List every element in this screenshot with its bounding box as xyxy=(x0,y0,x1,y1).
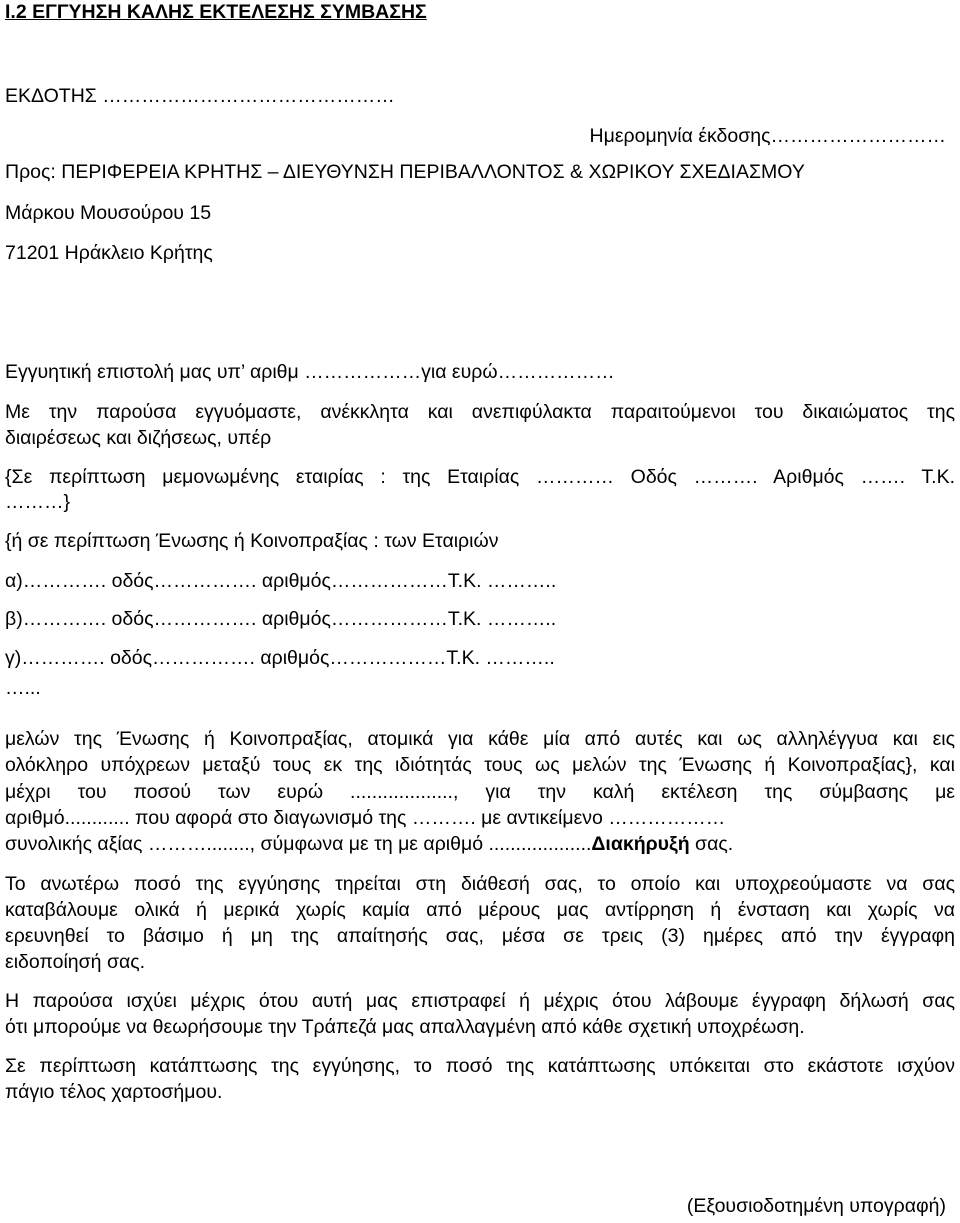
consortium-member-more: …... xyxy=(5,677,41,699)
members-paragraph-line-3: μέχρι του ποσού των ευρώ ..................., για την καλή εκτέλεση της σύμβασης με xyxy=(5,781,955,803)
guarantee-letter-line: Εγγυητική επιστολή μας υπ’ αριθμ ………………για ευρώ……………… xyxy=(5,361,615,383)
issuer-line: ΕΚΔΟΤΗΣ ……………………………………… xyxy=(5,85,395,107)
recipient-street: Μάρκου Μουσούρου 15 xyxy=(5,202,212,224)
document-heading: I.2 ΕΓΓΥΗΣΗ ΚΑΛΗΣ ΕΚΤΕΛΕΣΗΣ ΣΥΜΒΑΣΗΣ xyxy=(5,1,427,23)
consortium-member-b: β)…………. οδός……………. αριθμός………………Τ.Κ. ……….. xyxy=(5,608,557,630)
single-company-line-1: {Σε περίπτωση μεμονωμένης εταιρίας : της Εταιρίας ………… Οδός ………. Αριθμός ……. Τ.Κ. xyxy=(5,466,955,488)
recipient-city: 71201 Ηράκλειο Κρήτης xyxy=(5,242,213,264)
issue-date-line: Ημερομηνία έκδοσης……………………… xyxy=(589,125,946,147)
intro-line-2: διαιρέσεως και διζήσεως, υπέρ xyxy=(5,427,272,449)
validity-paragraph-line-1: Η παρούσα ισχύει μέχρις ότου αυτή μας επιστραφεί ή μέχρις ότου λάβουμε έγγραφη δήλωσή σας xyxy=(5,990,955,1012)
members-paragraph-line-4: αριθμό............ που αφορά στο διαγωνισμό της ………. με αντικείμενο ……………… xyxy=(5,807,726,829)
recipient-to: Προς: ΠΕΡΙΦΕΡΕΙΑ ΚΡΗΤΗΣ – ΔΙΕΥΘΥΝΣΗ ΠΕΡΙΒΑΛΛΟΝΤΟΣ & ΧΩΡΙΚΟΥ ΣΧΕΔΙΑΣΜΟΥ xyxy=(5,161,805,183)
single-company-line-2: ………} xyxy=(5,491,71,513)
members-paragraph-line-5: συνολικής αξίας ………........, σύμφωνα με τη με αριθμό ...................Διακήρυξή σας. xyxy=(5,833,734,855)
forfeit-paragraph-line-1: Σε περίπτωση κατάπτωσης της εγγύησης, το ποσό της κατάπτωσης υπόκειται στο εκάστοτε ισχύον xyxy=(5,1055,955,1077)
signature-line: (Εξουσιοδοτημένη υπογραφή) xyxy=(686,1195,946,1217)
amount-paragraph-line-2: καταβάλουμε ολικά ή μερικά χωρίς καμία από μέρους μας αντίρρηση ή ένσταση και χωρίς να xyxy=(5,899,955,921)
amount-paragraph-line-4: ειδοποίησή σας. xyxy=(5,951,146,973)
consortium-intro: {ή σε περίπτωση Ένωσης ή Κοινοπραξίας : των Εταιριών xyxy=(5,530,499,552)
amount-paragraph-line-1: Το ανωτέρω ποσό της εγγύησης τηρείται στη διάθεσή σας, το οποίο και υποχρεούμαστε να σας xyxy=(5,873,955,895)
consortium-member-c: γ)…………. οδός……………. αριθμός………………Τ.Κ. ……….. xyxy=(5,647,555,669)
members-paragraph-line-2: ολόκληρο υπόχρεων μεταξύ τους εκ της ιδιότητάς τους ως μελών της Ένωσης ή Κοινοπραξίας}, και xyxy=(5,754,955,776)
consortium-member-a: α)…………. οδός……………. αριθμός………………Τ.Κ. ……….. xyxy=(5,570,557,592)
amount-paragraph-line-3: ερευνηθεί το βάσιμο ή μη της απαίτησής σας, μέσα σε τρεις (3) ημέρες από την έγγραφη xyxy=(5,925,955,947)
members-paragraph-line-1: μελών της Ένωσης ή Κοινοπραξίας, ατομικά για κάθε μία από αυτές και ως αλληλέγγυα και εις xyxy=(5,728,955,750)
proclamation-word: Διακήρυξή xyxy=(591,833,690,855)
validity-paragraph-line-2: ότι μπορούμε να θεωρήσουμε την Τράπεζά μας απαλλαγμένη από κάθε σχετική υποχρέωση. xyxy=(5,1016,805,1038)
forfeit-paragraph-line-2: πάγιο τέλος χαρτοσήμου. xyxy=(5,1081,223,1103)
intro-line-1: Με την παρούσα εγγυόμαστε, ανέκκλητα και ανεπιφύλακτα παραιτούμενοι του δικαιώματος της xyxy=(5,401,955,423)
